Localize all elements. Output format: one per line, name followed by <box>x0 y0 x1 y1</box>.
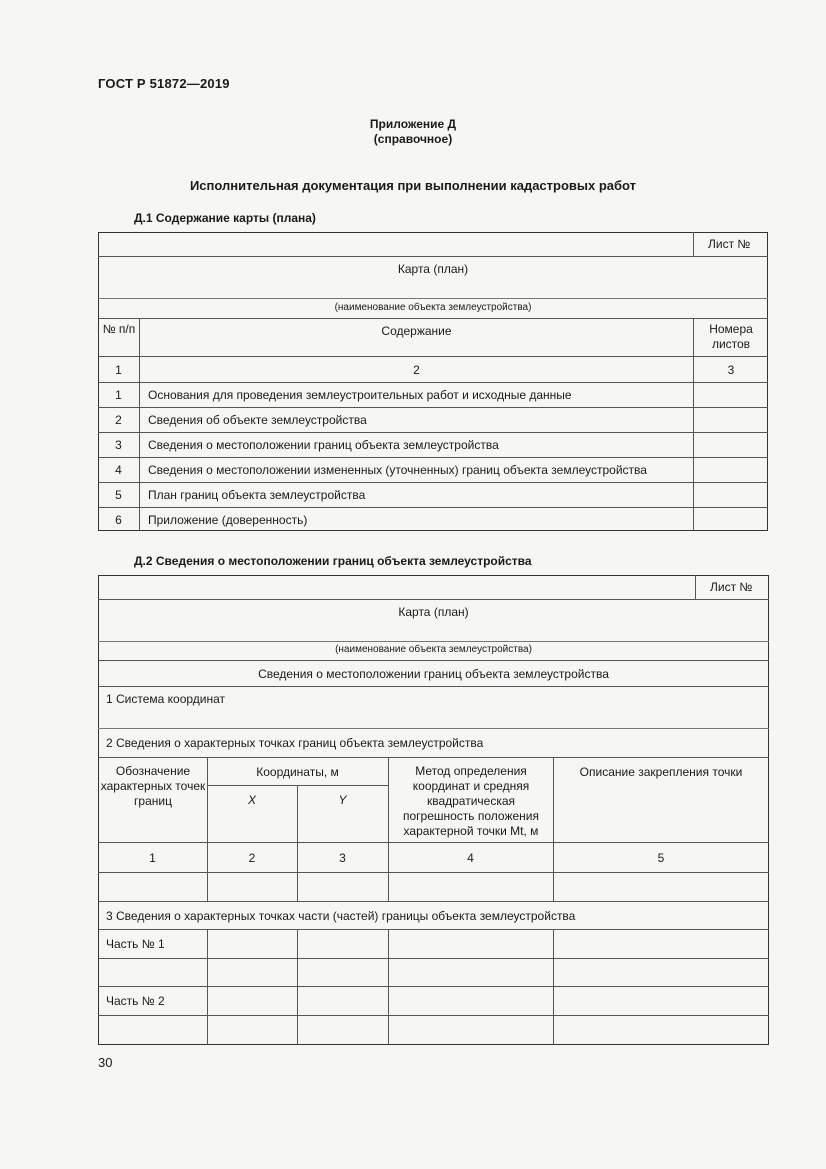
col-header-y: Y <box>338 793 347 807</box>
appendix-subtitle: (справочное) <box>373 132 453 146</box>
section1-heading: Д.1 Содержание карты (плана) <box>134 211 316 225</box>
col-number: 5 <box>657 851 665 865</box>
col-header-coords: Координаты, м <box>256 765 339 779</box>
object-name-caption: (наименование объекта землеустройства) <box>335 644 532 655</box>
row-content: Сведения об объекте землеустройства <box>148 413 367 427</box>
row-num: 1 <box>115 388 122 402</box>
document-title: Исполнительная документация при выполнении кадастровых работ <box>189 178 637 193</box>
map-label: Карта (план) <box>398 605 469 619</box>
row-num: 2 <box>115 413 122 427</box>
row-num: 4 <box>115 463 122 477</box>
row-content: Сведения о местоположении границ объекта землеустройства <box>148 438 499 452</box>
row-num: 6 <box>115 513 122 527</box>
appendix-title: Приложение Д <box>369 117 457 131</box>
part-label: Часть № 1 <box>106 937 165 951</box>
col-header-sheets: Номера листов <box>709 322 753 351</box>
map-label: Карта (план) <box>397 262 469 276</box>
row-num: 5 <box>115 488 122 502</box>
row-content: План границ объекта землеустройства <box>148 488 366 502</box>
col-number: 2 <box>413 363 420 377</box>
col-header-description: Описание закрепления точки <box>579 765 743 779</box>
sheet-number-label: Лист № <box>708 237 751 251</box>
col-header-method: Метод определения координат и средняя квадратическая погрешность положения характерной точки Mt, м <box>402 764 540 838</box>
coordinate-system-label: 1 Система координат <box>106 692 226 706</box>
col-header-x: X <box>247 793 256 807</box>
page-number: 30 <box>98 1055 113 1070</box>
col-number: 3 <box>727 363 735 377</box>
row-num: 3 <box>115 438 122 452</box>
row-content: Сведения о местоположении измененных (уточненных) границ объекта землеустройства <box>148 463 647 477</box>
block-title: Сведения о местоположении границ объекта землеустройства <box>258 667 609 681</box>
col-number: 1 <box>149 851 156 865</box>
part-points-label: 3 Сведения о характерных точках части (частей) границы объекта землеустройства <box>106 909 576 923</box>
col-number: 2 <box>248 851 256 865</box>
row-content: Основания для проведения землеустроительных работ и исходные данные <box>148 388 572 402</box>
standard-header: ГОСТ Р 51872—2019 <box>98 76 230 91</box>
boundary-points-label: 2 Сведения о характерных точках границ объекта землеустройства <box>106 736 484 750</box>
col-header-num: № п/п <box>102 322 136 336</box>
col-number: 1 <box>115 363 122 377</box>
section2-heading: Д.2 Сведения о местоположении границ объекта землеустройства <box>134 554 532 568</box>
col-header-designation: Обозначение характерных точек границ <box>100 764 206 808</box>
col-number: 4 <box>467 851 474 865</box>
row-content: Приложение (доверенность) <box>148 513 308 527</box>
object-name-caption: (наименование объекта землеустройства) <box>334 302 532 313</box>
part-label: Часть № 2 <box>106 994 165 1008</box>
sheet-number-label: Лист № <box>710 580 753 594</box>
col-header-content: Содержание <box>381 324 452 338</box>
col-number: 3 <box>339 851 346 865</box>
